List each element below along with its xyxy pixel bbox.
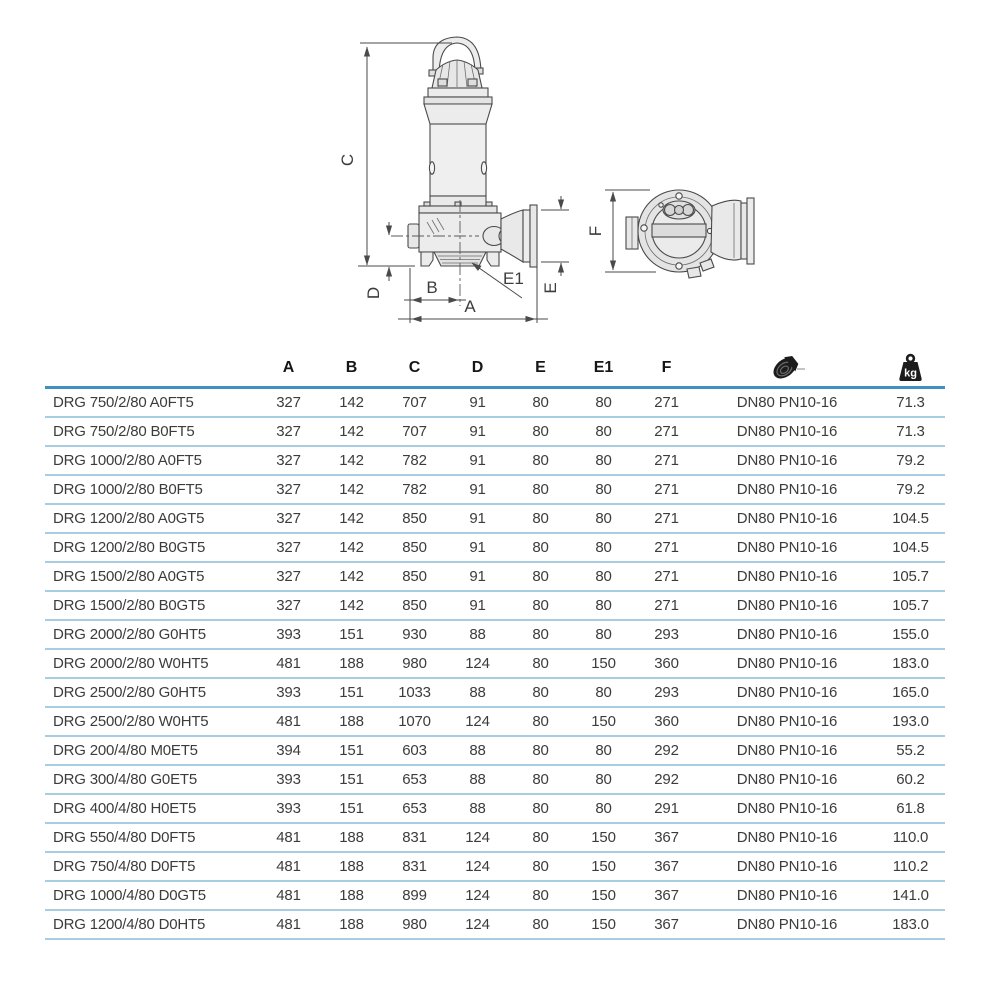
dim-a-cell: 327	[257, 446, 320, 475]
table-row	[45, 678, 945, 707]
dim-d-cell: 91	[446, 446, 509, 475]
dim-f-cell: 291	[635, 794, 698, 823]
model-cell: DRG 2000/2/80 W0HT5	[45, 649, 257, 678]
dim-b-cell: 188	[320, 707, 383, 736]
dim-e1-cell: 80	[572, 388, 635, 418]
flange-cell: DN80 PN10-16	[698, 736, 876, 765]
dimensions-table-wrap	[45, 349, 945, 940]
table-row	[45, 504, 945, 533]
dim-b-cell: 188	[320, 910, 383, 939]
dim-d-cell: 88	[446, 678, 509, 707]
dim-b-cell: 151	[320, 765, 383, 794]
table-row	[45, 707, 945, 736]
dim-e-cell: 80	[509, 852, 572, 881]
dim-f-cell: 360	[635, 649, 698, 678]
model-cell: DRG 1200/2/80 A0GT5	[45, 504, 257, 533]
dim-e-cell: 80	[509, 533, 572, 562]
dim-d-cell: 124	[446, 881, 509, 910]
dim-b-cell: 188	[320, 649, 383, 678]
model-cell: DRG 2500/2/80 G0HT5	[45, 678, 257, 707]
dim-f-cell: 271	[635, 446, 698, 475]
dim-e1-cell: 80	[572, 417, 635, 446]
dim-e-cell: 80	[509, 504, 572, 533]
dim-e-cell: 80	[509, 475, 572, 504]
dim-b-cell: 151	[320, 620, 383, 649]
dim-c-cell: 782	[383, 446, 446, 475]
dim-e1-cell: 80	[572, 504, 635, 533]
dim-e1-cell: 150	[572, 649, 635, 678]
dim-label-c: C	[338, 153, 357, 167]
dim-b-cell: 142	[320, 591, 383, 620]
dim-c-cell: 707	[383, 388, 446, 418]
dim-e1-cell: 150	[572, 910, 635, 939]
dim-b-cell: 188	[320, 823, 383, 852]
pump-dimension-drawing	[0, 0, 991, 345]
weight-cell: 193.0	[876, 707, 945, 736]
dim-c-cell: 980	[383, 649, 446, 678]
weight-cell: 110.2	[876, 852, 945, 881]
dim-label-d: D	[364, 286, 383, 300]
model-cell: DRG 1500/2/80 A0GT5	[45, 562, 257, 591]
dimension-d	[364, 222, 389, 299]
dim-c-cell: 850	[383, 562, 446, 591]
dim-d-cell: 88	[446, 765, 509, 794]
dim-d-cell: 91	[446, 504, 509, 533]
model-cell: DRG 750/2/80 A0FT5	[45, 388, 257, 418]
dim-e-cell: 80	[509, 620, 572, 649]
header-model	[45, 349, 257, 388]
model-cell: DRG 1500/2/80 B0GT5	[45, 591, 257, 620]
dim-e-cell: 80	[509, 910, 572, 939]
table-row	[45, 765, 945, 794]
dim-e-cell: 80	[509, 678, 572, 707]
dim-e1-cell: 80	[572, 533, 635, 562]
dim-f-cell: 292	[635, 736, 698, 765]
motor-body	[430, 124, 486, 196]
dim-b-cell: 188	[320, 852, 383, 881]
dim-e-cell: 80	[509, 417, 572, 446]
discharge-flange-front	[501, 205, 537, 267]
dim-d-cell: 88	[446, 736, 509, 765]
dim-c-cell: 850	[383, 533, 446, 562]
dim-label-e1: E1	[503, 269, 524, 288]
dim-b-cell: 151	[320, 794, 383, 823]
dim-b-cell: 151	[320, 736, 383, 765]
weight-cell: 104.5	[876, 504, 945, 533]
flange-cell: DN80 PN10-16	[698, 794, 876, 823]
dim-b-cell: 142	[320, 417, 383, 446]
dim-f-cell: 271	[635, 562, 698, 591]
discharge-flange-icon	[767, 353, 807, 383]
dim-d-cell: 91	[446, 388, 509, 418]
weight-cell: 105.7	[876, 591, 945, 620]
model-cell: DRG 400/4/80 H0ET5	[45, 794, 257, 823]
model-cell: DRG 2000/2/80 G0HT5	[45, 620, 257, 649]
flange-cell: DN80 PN10-16	[698, 388, 876, 418]
dim-f-cell: 293	[635, 678, 698, 707]
dim-e1-cell: 150	[572, 823, 635, 852]
dim-d-cell: 124	[446, 910, 509, 939]
dim-e1-cell: 80	[572, 678, 635, 707]
dim-f-cell: 367	[635, 823, 698, 852]
dim-a-cell: 393	[257, 765, 320, 794]
table-row	[45, 475, 945, 504]
table-row	[45, 881, 945, 910]
table-row	[45, 591, 945, 620]
dim-a-cell: 327	[257, 417, 320, 446]
dim-f-cell: 271	[635, 417, 698, 446]
dim-f-cell: 271	[635, 388, 698, 418]
dim-e1-cell: 80	[572, 591, 635, 620]
weight-cell: 165.0	[876, 678, 945, 707]
dim-label-b: B	[426, 278, 438, 297]
dim-label-a: A	[464, 297, 476, 316]
dim-f-cell: 367	[635, 881, 698, 910]
dim-e-cell: 80	[509, 707, 572, 736]
dimension-b	[404, 268, 466, 323]
flange-cell: DN80 PN10-16	[698, 591, 876, 620]
dim-b-cell: 142	[320, 533, 383, 562]
model-cell: DRG 1200/2/80 B0GT5	[45, 533, 257, 562]
header-dim-f: F	[635, 349, 698, 388]
dim-f-cell: 271	[635, 504, 698, 533]
table-row	[45, 794, 945, 823]
model-cell: DRG 2500/2/80 W0HT5	[45, 707, 257, 736]
pump-top-view	[626, 190, 754, 278]
dim-c-cell: 930	[383, 620, 446, 649]
dim-a-cell: 394	[257, 736, 320, 765]
dim-a-cell: 327	[257, 504, 320, 533]
dim-label-e: E	[541, 282, 560, 294]
dimension-a	[398, 267, 548, 323]
dim-b-cell: 142	[320, 446, 383, 475]
table-header-row	[45, 349, 945, 388]
model-cell: DRG 1000/4/80 D0GT5	[45, 881, 257, 910]
table-row	[45, 620, 945, 649]
dim-d-cell: 124	[446, 823, 509, 852]
flange-cell: DN80 PN10-16	[698, 417, 876, 446]
table-row	[45, 562, 945, 591]
dim-d-cell: 124	[446, 707, 509, 736]
dim-d-cell: 124	[446, 852, 509, 881]
dim-f-cell: 271	[635, 533, 698, 562]
dim-e-cell: 80	[509, 562, 572, 591]
header-dim-c: C	[383, 349, 446, 388]
dim-e-cell: 80	[509, 823, 572, 852]
model-cell: DRG 1000/2/80 B0FT5	[45, 475, 257, 504]
dim-f-cell: 292	[635, 765, 698, 794]
dim-e-cell: 80	[509, 736, 572, 765]
dim-f-cell: 367	[635, 910, 698, 939]
dim-c-cell: 850	[383, 504, 446, 533]
dim-a-cell: 481	[257, 823, 320, 852]
flange-cell: DN80 PN10-16	[698, 533, 876, 562]
dim-a-cell: 327	[257, 388, 320, 418]
flange-cell: DN80 PN10-16	[698, 620, 876, 649]
dim-c-cell: 899	[383, 881, 446, 910]
dim-c-cell: 850	[383, 591, 446, 620]
discharge-flange-top	[711, 198, 754, 264]
model-cell: DRG 200/4/80 M0ET5	[45, 736, 257, 765]
weight-cell: 155.0	[876, 620, 945, 649]
table-body	[45, 388, 945, 940]
dim-d-cell: 88	[446, 794, 509, 823]
weight-cell: 79.2	[876, 475, 945, 504]
model-cell: DRG 1000/2/80 A0FT5	[45, 446, 257, 475]
dim-a-cell: 327	[257, 562, 320, 591]
header-dim-b: B	[320, 349, 383, 388]
dim-e-cell: 80	[509, 794, 572, 823]
dim-a-cell: 393	[257, 794, 320, 823]
flange-cell: DN80 PN10-16	[698, 852, 876, 881]
header-weight	[876, 349, 945, 388]
dim-c-cell: 603	[383, 736, 446, 765]
header-dim-a: A	[257, 349, 320, 388]
dim-f-cell: 360	[635, 707, 698, 736]
dim-a-cell: 481	[257, 910, 320, 939]
dim-e1-cell: 80	[572, 765, 635, 794]
dim-e1-cell: 80	[572, 475, 635, 504]
dim-e1-cell: 80	[572, 794, 635, 823]
dim-e-cell: 80	[509, 446, 572, 475]
dim-a-cell: 393	[257, 678, 320, 707]
dim-a-cell: 481	[257, 707, 320, 736]
dim-e-cell: 80	[509, 765, 572, 794]
dim-d-cell: 91	[446, 591, 509, 620]
dim-a-cell: 327	[257, 591, 320, 620]
dim-e1-cell: 80	[572, 620, 635, 649]
dim-d-cell: 91	[446, 475, 509, 504]
weight-cell: 60.2	[876, 765, 945, 794]
dim-f-cell: 367	[635, 852, 698, 881]
table-row	[45, 388, 945, 418]
dimensions-table	[45, 349, 945, 940]
weight-cell: 183.0	[876, 649, 945, 678]
weight-cell: 110.0	[876, 823, 945, 852]
weight-cell: 61.8	[876, 794, 945, 823]
table-row	[45, 446, 945, 475]
weight-cell: 55.2	[876, 736, 945, 765]
dim-c-cell: 782	[383, 475, 446, 504]
dim-c-cell: 707	[383, 417, 446, 446]
weight-cell: 141.0	[876, 881, 945, 910]
dim-e1-cell: 80	[572, 736, 635, 765]
table-row	[45, 533, 945, 562]
header-dim-d: D	[446, 349, 509, 388]
weight-cell: 183.0	[876, 910, 945, 939]
weight-cell: 71.3	[876, 388, 945, 418]
model-cell: DRG 1200/4/80 D0HT5	[45, 910, 257, 939]
flange-cell: DN80 PN10-16	[698, 562, 876, 591]
header-dim-e1: E1	[572, 349, 635, 388]
flange-cell: DN80 PN10-16	[698, 475, 876, 504]
dim-b-cell: 142	[320, 475, 383, 504]
flange-cell: DN80 PN10-16	[698, 881, 876, 910]
dim-c-cell: 831	[383, 852, 446, 881]
table-row	[45, 823, 945, 852]
table-row	[45, 417, 945, 446]
dim-b-cell: 142	[320, 504, 383, 533]
model-cell: DRG 550/4/80 D0FT5	[45, 823, 257, 852]
flange-cell: DN80 PN10-16	[698, 649, 876, 678]
dim-label-f: F	[586, 225, 605, 237]
dim-d-cell: 91	[446, 562, 509, 591]
model-cell: DRG 300/4/80 G0ET5	[45, 765, 257, 794]
dim-f-cell: 293	[635, 620, 698, 649]
dim-a-cell: 481	[257, 881, 320, 910]
header-flange	[698, 349, 876, 388]
dim-e-cell: 80	[509, 649, 572, 678]
dim-b-cell: 142	[320, 388, 383, 418]
table-row	[45, 910, 945, 939]
dim-e1-cell: 80	[572, 446, 635, 475]
dim-a-cell: 481	[257, 649, 320, 678]
model-cell: DRG 750/2/80 B0FT5	[45, 417, 257, 446]
dim-e1-cell: 80	[572, 562, 635, 591]
dim-d-cell: 88	[446, 620, 509, 649]
dim-c-cell: 653	[383, 765, 446, 794]
flange-cell: DN80 PN10-16	[698, 707, 876, 736]
dim-b-cell: 188	[320, 881, 383, 910]
dim-e-cell: 80	[509, 881, 572, 910]
dim-a-cell: 327	[257, 533, 320, 562]
dim-e1-cell: 150	[572, 852, 635, 881]
dim-a-cell: 393	[257, 620, 320, 649]
dim-e-cell: 80	[509, 388, 572, 418]
dim-f-cell: 271	[635, 591, 698, 620]
dim-a-cell: 481	[257, 852, 320, 881]
dim-a-cell: 327	[257, 475, 320, 504]
flange-cell: DN80 PN10-16	[698, 910, 876, 939]
table-row	[45, 649, 945, 678]
dim-c-cell: 1070	[383, 707, 446, 736]
flange-cell: DN80 PN10-16	[698, 765, 876, 794]
flange-cell: DN80 PN10-16	[698, 446, 876, 475]
dim-d-cell: 91	[446, 533, 509, 562]
model-cell: DRG 750/4/80 D0FT5	[45, 852, 257, 881]
flange-cell: DN80 PN10-16	[698, 504, 876, 533]
kg-label: kg	[904, 367, 917, 379]
weight-cell: 79.2	[876, 446, 945, 475]
weight-cell: 71.3	[876, 417, 945, 446]
header-dim-e: E	[509, 349, 572, 388]
dim-f-cell: 271	[635, 475, 698, 504]
dim-e-cell: 80	[509, 591, 572, 620]
weight-cell: 105.7	[876, 562, 945, 591]
dim-e1-cell: 150	[572, 881, 635, 910]
flange-cell: DN80 PN10-16	[698, 823, 876, 852]
dim-c-cell: 653	[383, 794, 446, 823]
dimension-e1	[472, 263, 524, 298]
dim-c-cell: 831	[383, 823, 446, 852]
dimension-e	[541, 196, 569, 294]
dim-b-cell: 142	[320, 562, 383, 591]
weight-kg-icon	[897, 353, 924, 383]
dim-d-cell: 91	[446, 417, 509, 446]
flange-cell: DN80 PN10-16	[698, 678, 876, 707]
dim-e1-cell: 150	[572, 707, 635, 736]
weight-cell: 104.5	[876, 533, 945, 562]
dim-c-cell: 980	[383, 910, 446, 939]
dim-b-cell: 151	[320, 678, 383, 707]
table-row	[45, 852, 945, 881]
table-row	[45, 736, 945, 765]
dim-c-cell: 1033	[383, 678, 446, 707]
dim-d-cell: 124	[446, 649, 509, 678]
